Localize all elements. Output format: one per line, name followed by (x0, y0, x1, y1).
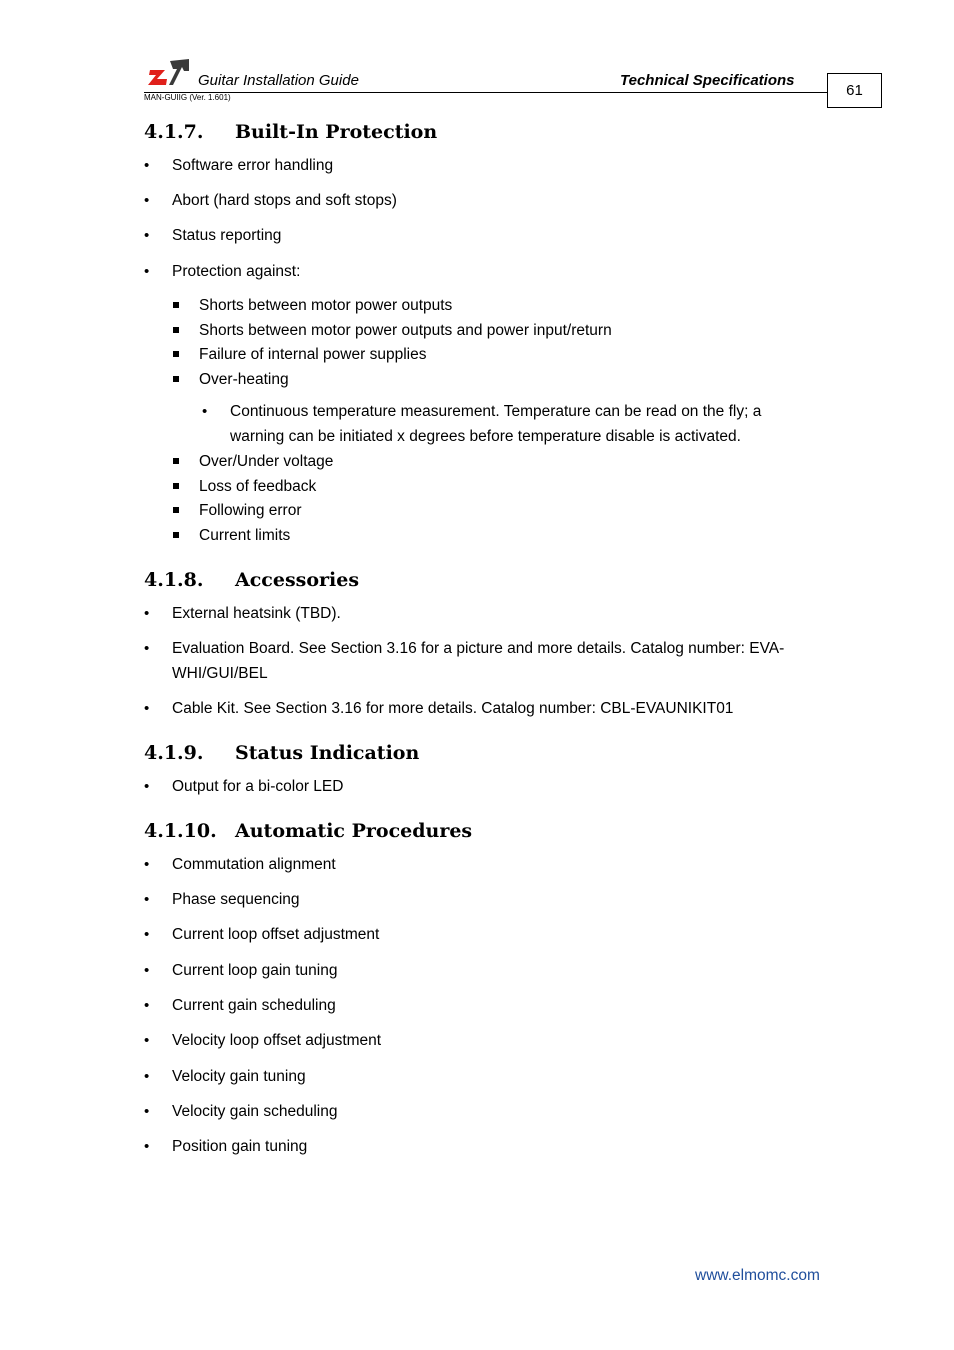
list-item: • Current loop gain tuning (172, 958, 337, 983)
list-item: • Protection against: (172, 259, 300, 284)
section-heading-text: Accessories (235, 569, 360, 591)
list-item: • Cable Kit. See Section 3.16 for more details. Catalog number: CBL-EVAUNIKIT01 (172, 696, 812, 721)
list-item: • External heatsink (TBD). (172, 601, 341, 626)
website-link[interactable]: www.elmomc.com (695, 1267, 820, 1284)
sub-list-item: Failure of internal power supplies (199, 342, 426, 367)
list-item: • Software error handling (172, 153, 333, 178)
sub-list-item: Following error (199, 498, 302, 523)
page-number-box (827, 73, 882, 108)
document-version: MAN-GUIIG (Ver. 1.601) (144, 93, 231, 102)
list-item: • Status reporting (172, 223, 281, 248)
sub-list-item: Loss of feedback (199, 474, 316, 499)
section-number: 4.1.10. (144, 820, 217, 842)
list-item: • Position gain tuning (172, 1134, 307, 1159)
sub-list-item: Over/Under voltage (199, 449, 333, 474)
sub-list-item: Current limits (199, 523, 290, 548)
section-heading-text: Automatic Procedures (235, 820, 473, 842)
section-number: 4.1.7. (144, 121, 204, 143)
section-number: 4.1.9. (144, 742, 204, 764)
list-item: • Current loop offset adjustment (172, 922, 379, 947)
list-item: • Velocity gain tuning (172, 1064, 306, 1089)
section-heading-status-indication (144, 742, 419, 764)
list-item: • Phase sequencing (172, 887, 300, 912)
list-item: • Current gain scheduling (172, 993, 336, 1018)
list-item: • Evaluation Board. See Section 3.16 for a picture and more details. Catalog number: EVA-WHI/GUI/BEL (172, 636, 812, 686)
page-number: 61 (846, 82, 863, 99)
elmo-logo (147, 58, 189, 86)
list-item: • Commutation alignment (172, 852, 336, 877)
sub-list-item: Shorts between motor power outputs and power input/return (199, 318, 612, 343)
list-item: • Velocity loop offset adjustment (172, 1028, 381, 1053)
sub-list-item: Shorts between motor power outputs (199, 293, 452, 318)
sub-sub-list-item: • Continuous temperature measurement. Temperature can be read on the fly; a warning can be initiated x degrees before temperature disable is activated. (230, 399, 810, 449)
section-heading-text: Built-In Protection (235, 121, 438, 143)
document-title: Guitar Installation Guide (198, 72, 359, 89)
list-item: • Abort (hard stops and soft stops) (172, 188, 397, 213)
section-number: 4.1.8. (144, 569, 204, 591)
section-heading-text: Status Indication (235, 742, 420, 764)
list-item: • Velocity gain scheduling (172, 1099, 337, 1124)
section-heading-built-in-protection (144, 121, 437, 143)
section-title: Technical Specifications (620, 72, 795, 89)
header-rule (144, 92, 827, 93)
section-heading-automatic-procedures (144, 820, 472, 842)
list-item: • Output for a bi-color LED (172, 774, 343, 799)
sub-list-item: Over-heating (199, 367, 289, 392)
section-heading-accessories (144, 569, 359, 591)
